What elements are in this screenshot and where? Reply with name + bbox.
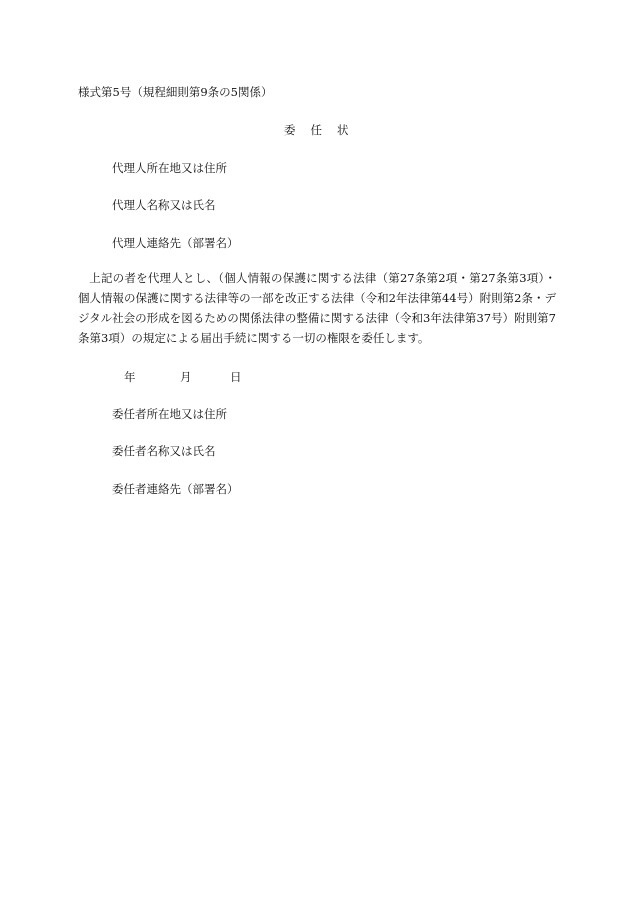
principal-contact-label: 委任者連絡先（部署名）	[112, 482, 239, 496]
title-char: 委	[284, 123, 297, 137]
month-label: 月	[180, 370, 192, 384]
date-line	[124, 369, 242, 385]
principal-address-label: 委任者所在地又は住所	[112, 407, 227, 421]
delegation-paragraph	[78, 268, 556, 348]
agent-address-label: 代理人所在地又は住所	[112, 161, 227, 175]
agent-name-label: 代理人名称又は氏名	[112, 198, 216, 212]
title-char: 状	[337, 123, 350, 137]
document-title	[284, 122, 350, 138]
day-label: 日	[230, 370, 242, 384]
title-char: 任	[310, 123, 323, 137]
agent-contact-label: 代理人連絡先（部署名）	[112, 236, 239, 250]
form-number: 様式第5号（規程細則第9条の5関係）	[78, 85, 273, 99]
delegation-text: 上記の者を代理人とし、（個人情報の保護に関する法律（第27条第2項・第27条第3項）・個人情報の保護に関する法律等の一部を改正する法律（令和2年法律第44号）附則第2条・デジタル社会の形成を図るための関係法律の整備に関する法律（令和3年法律第37号）附則第7条第3項）の規定による届出手続に関する一切の権限を委任します。	[78, 271, 556, 345]
principal-name-label: 委任者名称又は氏名	[112, 444, 216, 458]
year-label: 年	[124, 370, 136, 384]
